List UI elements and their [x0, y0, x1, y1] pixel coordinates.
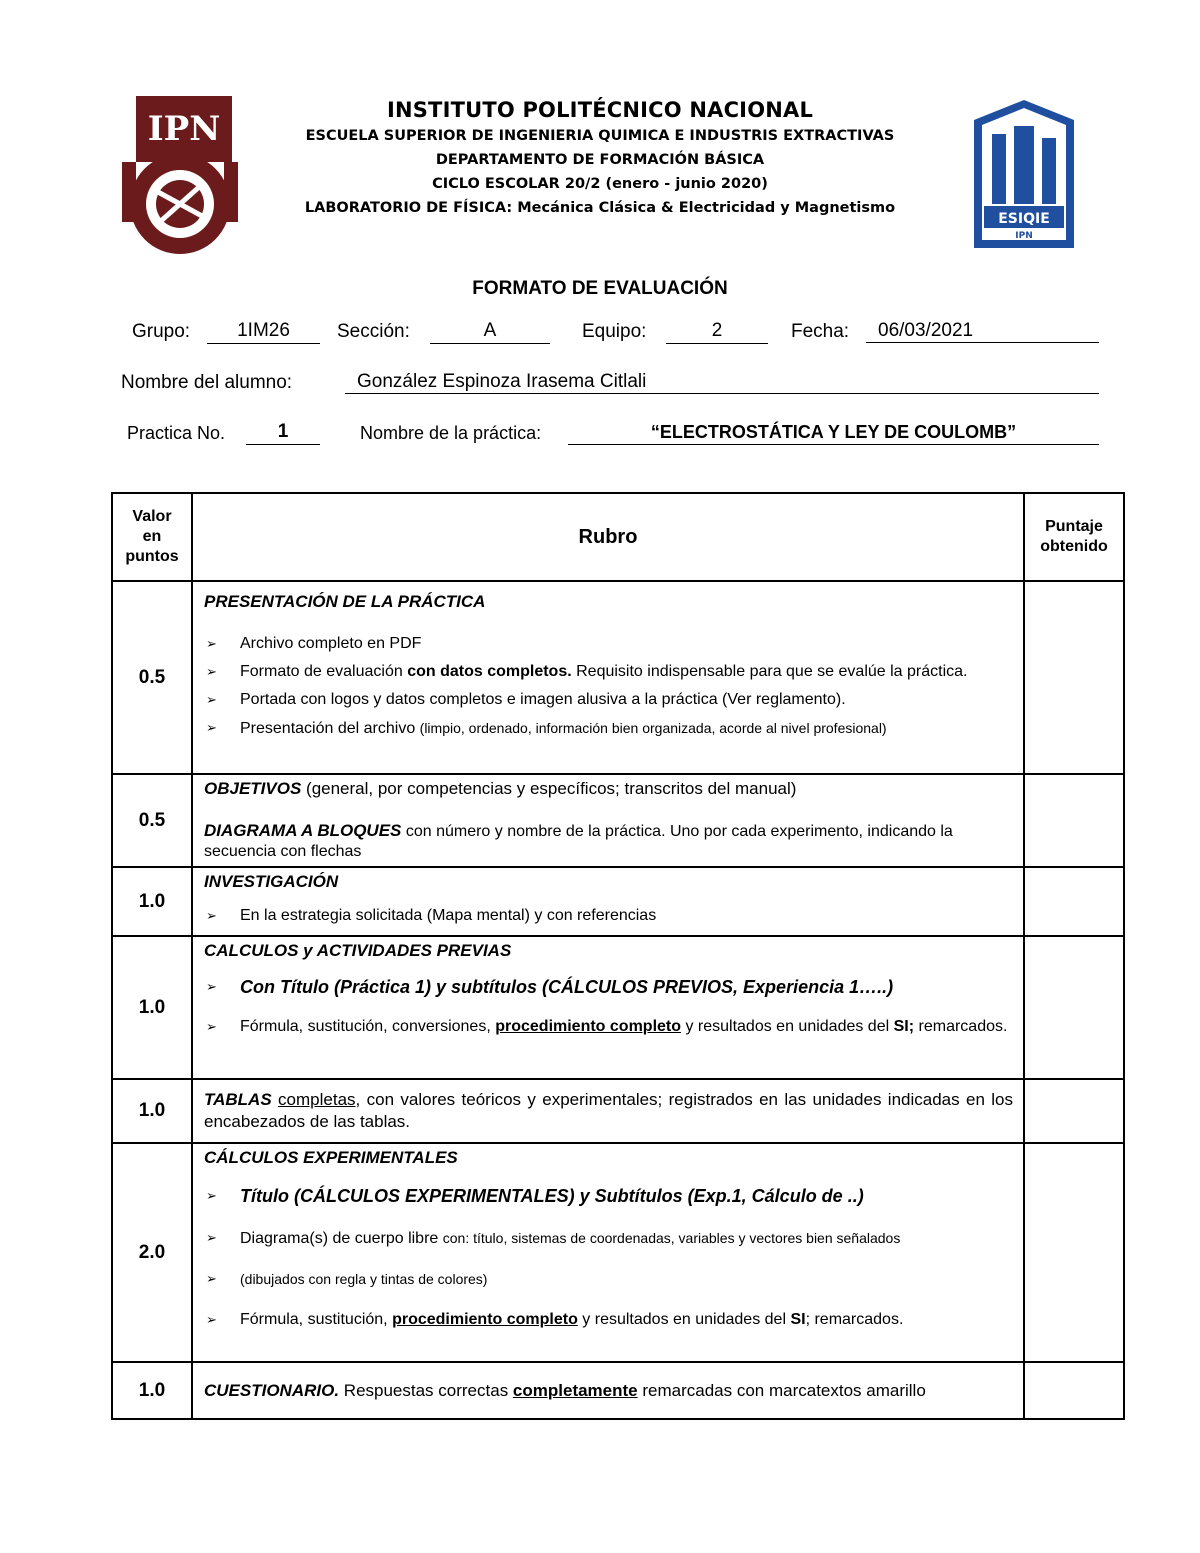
score-cell[interactable] — [1024, 1079, 1124, 1143]
list-item: ➢ Portada con logos y datos completos e imagen alusiva a la práctica (Ver reglamento). — [206, 691, 846, 708]
row-value: 2.0 — [112, 1143, 192, 1362]
row-value: 1.0 — [112, 936, 192, 1079]
lab-prefix: LABORATORIO DE FÍSICA: — [304, 200, 513, 216]
alumno-value: González Espinoza Irasema Citlali — [345, 370, 1099, 394]
institution-name: INSTITUTO POLITÉCNICO NACIONAL — [386, 98, 814, 122]
arrow-icon: ➢ — [206, 1019, 217, 1034]
table-row — [112, 936, 1124, 1079]
lab-suffix: Mecánica Clásica & Electricidad y Magnetismo — [517, 200, 896, 216]
arrow-icon: ➢ — [206, 1271, 217, 1286]
col-value-header: Valor en puntos — [112, 493, 192, 581]
col-score-header: Puntaje obtenido — [1024, 493, 1124, 581]
fecha-value: 06/03/2021 — [866, 319, 1099, 343]
lab-name — [250, 200, 950, 216]
table-row — [112, 1143, 1124, 1362]
table-row — [112, 867, 1124, 936]
equipo-value: 2 — [666, 319, 768, 344]
list-item: ➢ Fórmula, sustitución, conversiones, procedimiento completo y resultados en unidades del SI; remarcados. — [206, 1018, 1008, 1035]
score-cell[interactable] — [1024, 1143, 1124, 1362]
list-item: ➢ Diagrama(s) de cuerpo libre con: título, sistemas de coordenadas, variables y vectores bien señalados — [206, 1230, 901, 1247]
table-row — [112, 1362, 1124, 1419]
col-rubro-header: Rubro — [192, 493, 1024, 581]
objetivos-line: OBJETIVOS (general, por competencias y específicos; transcritos del manual) — [204, 779, 797, 798]
nombre-practica-label: Nombre de la práctica: — [360, 423, 542, 443]
list-item: ➢ Archivo completo en PDF — [206, 635, 422, 652]
list-item: ➢ Título (CÁLCULOS EXPERIMENTALES) y Subtítulos (Exp.1, Cálculo de ..) — [206, 1186, 864, 1206]
bullet-list — [204, 977, 1013, 1037]
row-value: 0.5 — [112, 581, 192, 774]
score-cell[interactable] — [1024, 867, 1124, 936]
ipn-logo — [118, 92, 242, 260]
list-item: ➢ En la estrategia solicitada (Mapa mental) y con referencias — [206, 907, 657, 924]
form-title: FORMATO DE EVALUACIÓN — [472, 278, 728, 299]
seccion-label: Sección: — [337, 321, 410, 342]
score-cell[interactable] — [1024, 581, 1124, 774]
diagrama-line: DIAGRAMA A BLOQUES con número y nombre de la práctica. Uno por cada experimento, indicando la secuencia con flechas — [204, 821, 953, 860]
row-rubro: TABLAS completas, con valores teóricos y experimentales; registrados en las unidades indicadas en los encabezados de las tablas. — [192, 1079, 1024, 1143]
practica-label: Practica No. — [127, 423, 226, 443]
esiqie-logo — [970, 98, 1078, 252]
school-cycle: CICLO ESCOLAR 20/2 (enero - junio 2020) — [432, 176, 768, 192]
arrow-icon: ➢ — [206, 720, 217, 735]
bullet-list — [204, 1186, 1013, 1330]
arrow-icon: ➢ — [206, 1312, 217, 1327]
row-rubro — [192, 867, 1024, 936]
bullet-list — [204, 634, 1013, 739]
seccion-value: A — [430, 319, 550, 344]
grupo-label: Grupo: — [132, 321, 191, 342]
row-value: 0.5 — [112, 774, 192, 867]
esiqie-logo-text: ESIQIE — [998, 211, 1050, 227]
department-name: DEPARTAMENTO DE FORMACIÓN BÁSICA — [435, 152, 765, 168]
row-value: 1.0 — [112, 1362, 192, 1419]
table-header-row — [112, 493, 1124, 581]
list-item: ➢ Con Título (Práctica 1) y subtítulos (CÁLCULOS PREVIOS, Experiencia 1…..) — [206, 977, 894, 997]
fecha-label: Fecha: — [791, 321, 850, 342]
row-title: INVESTIGACIÓN — [204, 872, 339, 891]
score-cell[interactable] — [1024, 1362, 1124, 1419]
row-rubro — [192, 1143, 1024, 1362]
row-rubro — [192, 581, 1024, 774]
arrow-icon: ➢ — [206, 1230, 217, 1245]
list-item: ➢ Fórmula, sustitución, procedimiento completo y resultados en unidades del SI; remarcados. — [206, 1311, 904, 1328]
score-cell[interactable] — [1024, 936, 1124, 1079]
row-title: CÁLCULOS EXPERIMENTALES — [204, 1148, 458, 1167]
row-rubro: CUESTIONARIO. Respuestas correctas completamente remarcadas con marcatextos amarillo — [192, 1362, 1024, 1419]
practica-value: 1 — [246, 420, 320, 445]
arrow-icon: ➢ — [206, 1188, 217, 1203]
bullet-list — [204, 906, 1013, 926]
list-item: ➢ Formato de evaluación con datos completos. Requisito indispensable para que se evalúe la práctica. — [206, 663, 968, 680]
arrow-icon: ➢ — [206, 664, 217, 679]
nombre-practica-value: “ELECTROSTÁTICA Y LEY DE COULOMB” — [568, 420, 1099, 445]
header — [250, 98, 950, 224]
table-row — [112, 1079, 1124, 1143]
arrow-icon: ➢ — [206, 636, 217, 651]
table-row — [112, 774, 1124, 867]
alumno-label: Nombre del alumno: — [121, 372, 293, 393]
ipn-logo-text: IPN — [147, 109, 221, 149]
arrow-icon: ➢ — [206, 979, 217, 994]
grupo-value: 1IM26 — [207, 319, 320, 344]
equipo-label: Equipo: — [582, 321, 647, 342]
table-row — [112, 581, 1124, 774]
list-item: ➢ Presentación del archivo (limpio, ordenado, información bien organizada, acorde al nivel profesional) — [206, 720, 887, 737]
row-value: 1.0 — [112, 1079, 192, 1143]
list-item: ➢ (dibujados con regla y tintas de colores) — [206, 1271, 488, 1287]
row-rubro — [192, 936, 1024, 1079]
row-title: CALCULOS y ACTIVIDADES PREVIAS — [204, 941, 512, 960]
esiqie-logo-sub: IPN — [1015, 231, 1033, 241]
row-rubro — [192, 774, 1024, 867]
evaluation-table — [111, 492, 1125, 1420]
score-cell[interactable] — [1024, 774, 1124, 867]
row-value: 1.0 — [112, 867, 192, 936]
row-title: PRESENTACIÓN DE LA PRÁCTICA — [204, 592, 486, 611]
arrow-icon: ➢ — [206, 908, 217, 923]
arrow-icon: ➢ — [206, 692, 217, 707]
school-name: ESCUELA SUPERIOR DE INGENIERIA QUIMICA E INDUSTRIS EXTRACTIVAS — [305, 128, 895, 144]
